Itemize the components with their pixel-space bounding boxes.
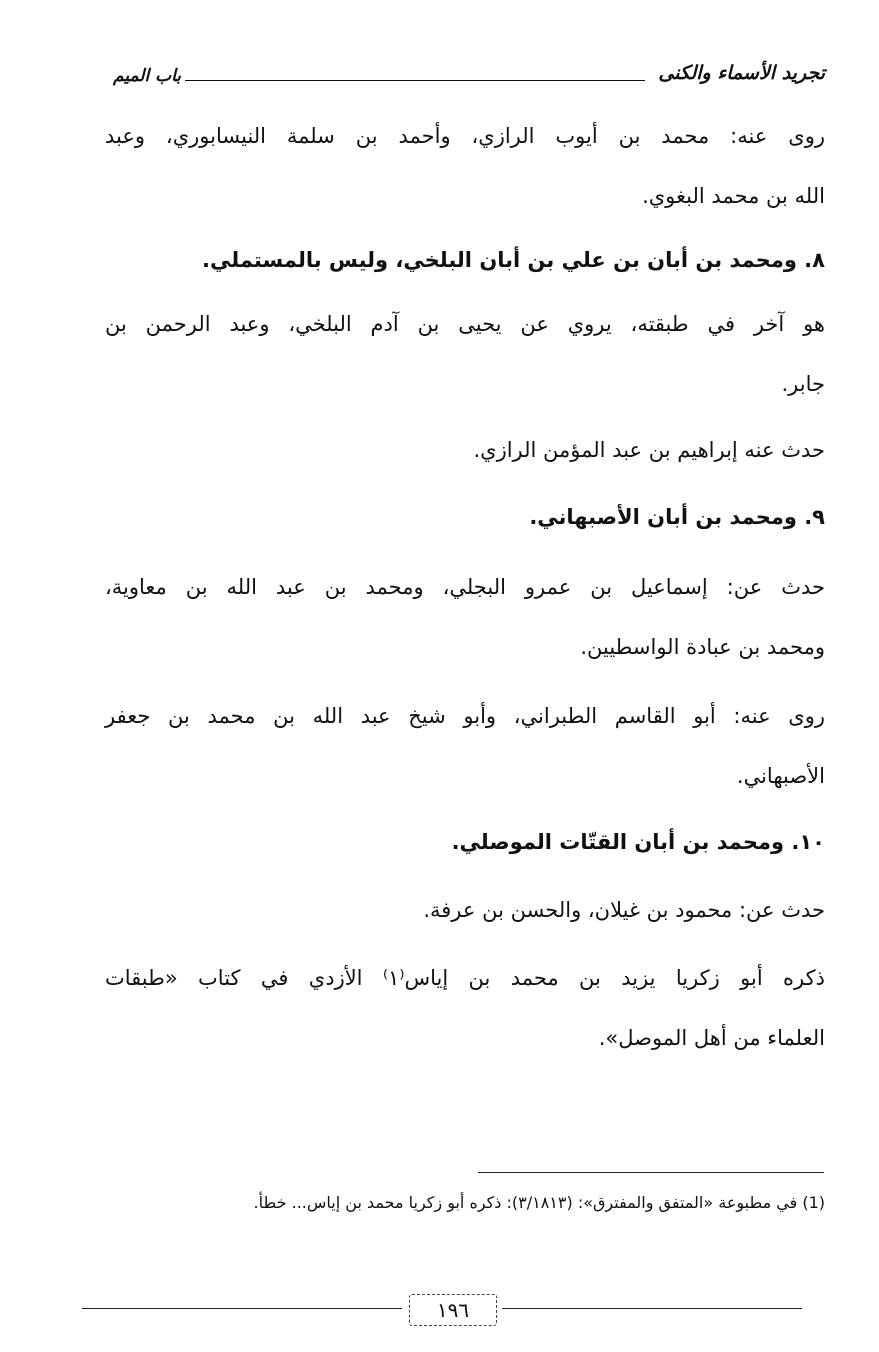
text-line: حدث عن: إسماعيل بن عمرو البجلي، ومحمد بن عبد الله بن معاوية، (105, 575, 825, 599)
book-title: تجريد الأسماء والكنى (658, 62, 825, 84)
page-footer (82, 1290, 802, 1330)
text-line: ومحمد بن عبادة الواسطيين. (580, 635, 825, 659)
footnote-rule (478, 1172, 824, 1173)
page-number: ١٩٦ (409, 1294, 497, 1326)
entry-heading: ٨. ومحمد بن أبان بن علي بن أبان البلخي، وليس بالمستملي. (202, 248, 825, 272)
text-line: حدث عن: محمود بن غيلان، والحسن بن عرفة. (423, 898, 825, 922)
text-line: هو آخر في طبقته، يروي عن يحيى بن آدم البلخي، وعبد الرحمن بن (105, 312, 825, 336)
footer-rule-right (502, 1308, 802, 1309)
footer-rule-left (82, 1308, 402, 1309)
text-line: روى عنه: محمد بن أيوب الرازي، وأحمد بن سلمة النيسابوري، وعبد (105, 124, 825, 148)
main-text (105, 0, 825, 1352)
chapter-title: باب الميم (113, 66, 182, 86)
entry-heading: ١٠. ومحمد بن أبان القتّات الموصلي. (451, 830, 825, 854)
text-line: ذكره أبو زكريا يزيد بن محمد بن إياس⁽١⁾ الأزدي في كتاب «طبقات (105, 966, 825, 990)
text-line: روى عنه: أبو القاسم الطبراني، وأبو شيخ عبد الله بن محمد بن جعفر (105, 704, 825, 728)
text-line: الأصبهاني. (736, 764, 825, 788)
text-line: الله بن محمد البغوي. (642, 184, 825, 208)
text-line: حدث عنه إبراهيم بن عبد المؤمن الرازي. (473, 438, 825, 462)
text-line: العلماء من أهل الموصل». (598, 1026, 825, 1050)
text-line: جابر. (781, 372, 825, 396)
entry-heading: ٩. ومحمد بن أبان الأصبهاني. (529, 505, 825, 529)
footnote: (1) في مطبوعة «المتفق والمفترق»: (٣/١٨١٣): ذكره أبو زكريا محمد بن إياس... خطأ. (253, 1193, 825, 1212)
